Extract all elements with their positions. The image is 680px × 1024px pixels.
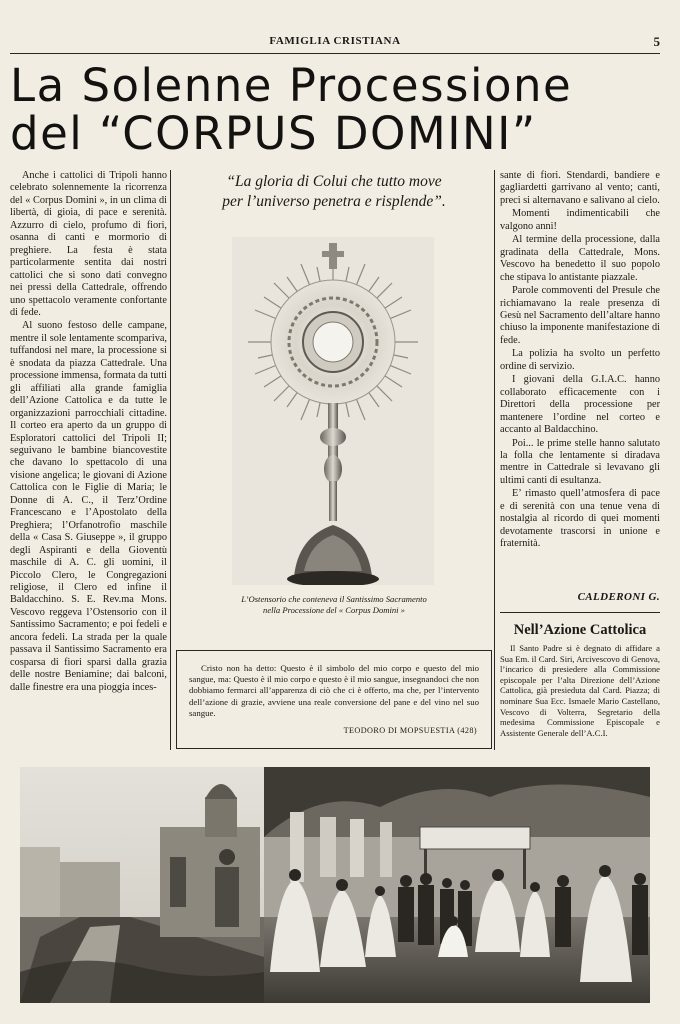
magazine-name: FAMIGLIA CRISTIANA <box>269 35 401 47</box>
monstrance-photo <box>232 237 434 585</box>
citation-text <box>189 663 479 719</box>
running-header <box>10 34 660 52</box>
right-paragraph-6: I giovani della G.I.A.C. hanno collaborato efficacemente con i Direttori della processione per mantenere l’ordine nel corteo e accanto al Baldacchino. <box>500 374 660 436</box>
caption-line-1: L’Ostensorio che conteneva il Santissimo Sacramento <box>241 594 427 604</box>
azione-cattolica-notice <box>500 643 660 738</box>
article-headline <box>10 59 670 160</box>
right-column <box>500 170 660 610</box>
procession-photo <box>20 767 650 1003</box>
right-paragraph-3: Al termine della processione, dalla gradinata della Cattedrale, Mons. Vescovo ha benedetto il suo popolo che stipava lo antistante piazzale. <box>500 234 660 283</box>
citation-box <box>176 650 492 749</box>
azione-cattolica-heading: Nell’Azione Cattolica <box>513 622 647 638</box>
quote-line-1: “La gloria di Colui che tutto move <box>226 173 442 190</box>
section-rule <box>500 612 660 613</box>
right-paragraph-8: E’ rimasto quell’atmosfera di pace e di serenità con una tenue vena di nostalgia al ricordo di quei momenti devotamente trascorsi in unione e fraternità. <box>500 488 660 550</box>
headline-line-2: del “CORPUS DOMINI” <box>10 107 537 160</box>
headline-line-1: La Solenne Processione <box>10 59 573 112</box>
header-rule <box>10 53 660 54</box>
left-paragraph-1: Anche i cattolici di Tripoli hanno celebrato solennemente la ricorrenza del « Corpus Domini », in un clima di libertà, di gioia, di pace e serenità. Azzurro di cielo, profumo di fiori, osanna di canti e mormorio di preghiere. La festa è stata particolarmente sentita dai nostri cattolici che si sono dati convegno nei pressi della Cattedrale, offrendo uno spettacolo veramente confortante di fede. <box>10 170 167 318</box>
right-paragraph-7: Poi... le prime stelle hanno salutato la folla che lentamente si diradava mentre in Cattedrale si levavano gli ultimi canti di esultanza. <box>500 437 660 486</box>
author-signature: CALDERONI G. <box>577 591 660 603</box>
citation-source: TEODORO DI MOPSUESTIA (428) <box>343 725 477 735</box>
azione-cattolica-text: Il Santo Padre si è degnato di affidare a Sua Em. il Card. Siri, Arcivescovo di Genova, l’incarico di presiedere alla Commissione episcopale per l’alta Direzione dell’Azione Cattolica, già presieduta dal Card. Piazza; di nominare Sua Ecc. Ismaele Mario Castellano, Vescovo di Volterra, Segretario della medesima Commissione Episcopale e Assistente Generale dell’A.C.I. <box>500 643 660 738</box>
photo-caption <box>176 594 492 616</box>
monstrance-illustration <box>232 237 434 585</box>
quote-line-2: per l’universo penetra e risplende”. <box>222 193 446 210</box>
right-paragraph-4: Parole commoventi del Presule che richiamavano la reale presenza di Gesù nel Sacramento dell’altare hanno chiuso la imponente manifestazione di fede. <box>500 285 660 346</box>
dante-quote <box>176 172 492 212</box>
left-paragraph-2: Al suono festoso delle campane, mentre il sole lentamente scompariva, tuffandosi nel mare, la processione si è snodata da piazza Cattedrale. Una processione immensa, formata da tutti gli affiliati alla grande famiglia dell’Azione Cattolica e da tutte le organizzazioni parrocchiali cittadine. Il corteo era aperto da un gruppo di Esploratori cattolici del Tripoli II; seguivano le bambine biancovestite che davano lo spettacolo di una visione angelica; le giovani di Azione Cattolica con le Figlie di Maria; le Donne di A. C., il Terz’Ordine Francescano e l’Apostolato della Preghiera; l’Orfanotrofio maschile della « Casa S. Giuseppe », il gruppo degli Aspiranti e della Gioventù maschile di A. C. gli uomini, il Piccolo Clero, le Congregazioni religiose, il Clero ed infine il Baldacchino. S. E. Rev.ma Mons. Vescovo reggeva l’Ostensorio con il Santissimo Sacramento; e poi fedeli e ancora fedeli. La strada per la quale passava il Santissimo Sacramento era cosparsa di fiori sparsi dalla grazia delle nostre Beniamine; dai balconi, dalle finestre era una pioggia inces- <box>10 320 167 693</box>
right-paragraph-5: La polizia ha svolto un perfetto ordine di servizio. <box>500 348 660 372</box>
citation-paragraph: Cristo non ha detto: Questo è il simbolo del mio corpo e questo del mio sangue, ma: Questo è il mio corpo e questo è il mio sangue, insegnandoci che non dobbiamo fermarci all’apparenza di ciò che ci è offerto, ma che, per l’intervento dell’azione di grazie, avviene una reale conversione del pane e del vino nel suo sangue. <box>189 663 479 718</box>
right-paragraph-2: Momenti indimenticabili che valgono anni! <box>500 208 660 232</box>
procession-illustration <box>20 767 650 1003</box>
page-number: 5 <box>653 34 660 49</box>
column-rule-left <box>170 170 171 750</box>
right-paragraph-1: sante di fiori. Stendardi, bandiere e gagliardetti garrivano al vento; canti, preci si alternavano e salivano al cielo. <box>500 170 660 206</box>
caption-line-2: nella Processione del « Corpus Domini » <box>263 605 405 615</box>
left-column <box>10 170 167 750</box>
column-rule-right <box>494 170 495 750</box>
